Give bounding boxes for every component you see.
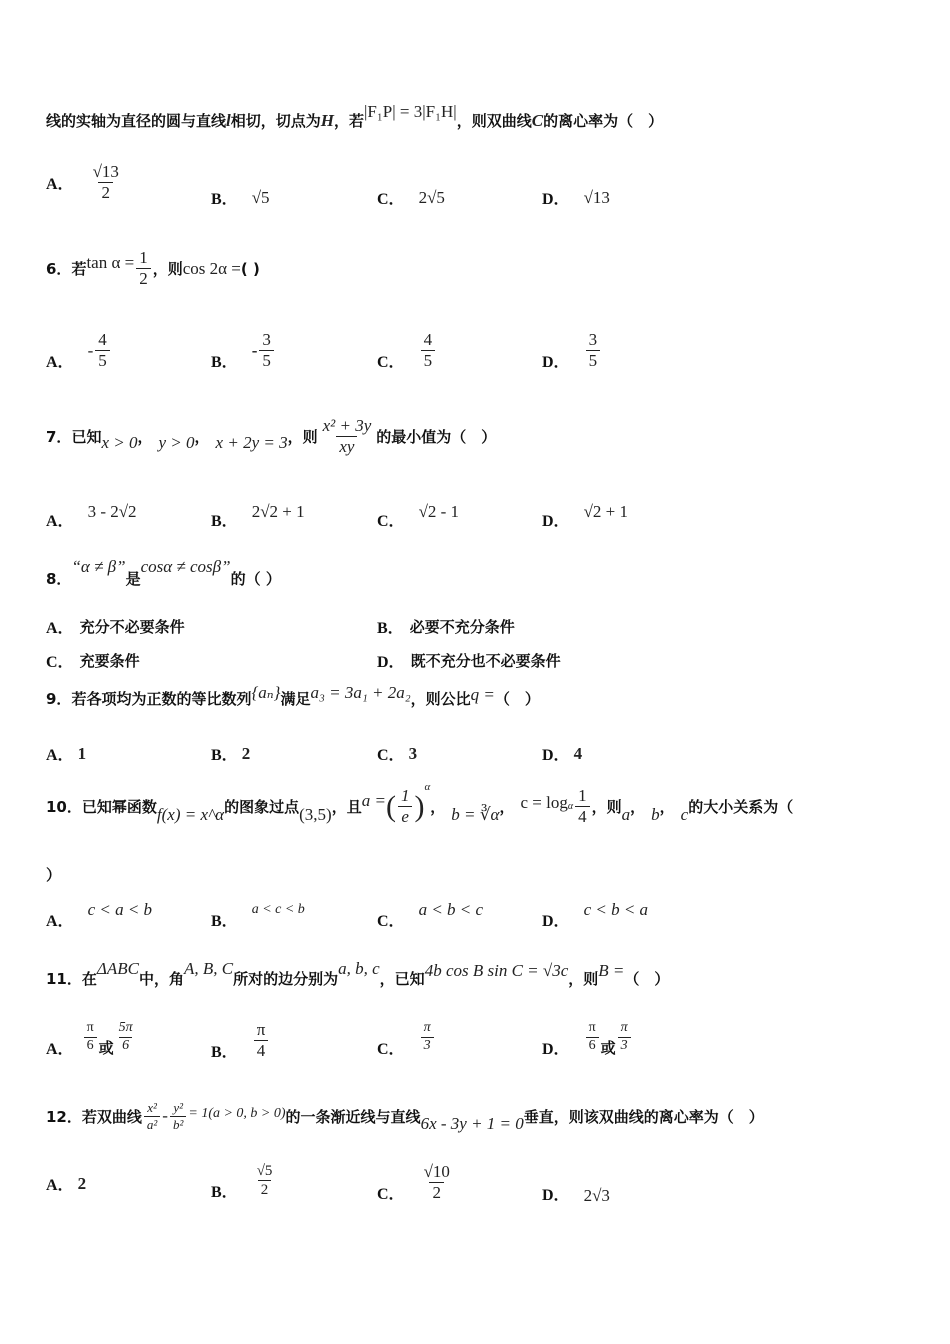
q10-stem-end: ） bbox=[46, 866, 62, 884]
q8-option-a[interactable]: A． 充分不必要条件 bbox=[46, 618, 185, 637]
q5-stem: 线的实轴为直径的圆与直线 l 相切，切点为 H ，若 |F₁P| = 3|F₁H| ，则双曲线 C 的离心率为（ ） bbox=[46, 101, 664, 130]
q12-option-b[interactable]: B． $\frac{√5}{2}$ bbox=[211, 1163, 273, 1201]
q10-option-c[interactable]: C． a < b < c bbox=[377, 899, 484, 930]
q11-stem: 11． 在 ΔABC 中，角 A, B, C 所对的边分别为 a, b, c ，已知 4b cos B sin C = √3c ，则 B = （ ） bbox=[46, 958, 670, 988]
q12-stem: 12． 若双曲线 $\frac{\text{x²}}{\text{a²}}$ - $\frac{\text{y²}}{\text{b²}}$ = 1(a > 0, b > 0) 的一条渐近线与直线 6x - 3y + 1 = 0 垂直，则该双曲线的离心率为（ ） bbox=[46, 1100, 764, 1134]
q7-option-b[interactable]: B． 2√2 + 1 bbox=[211, 501, 305, 530]
q8-option-d[interactable]: D． 既不充分也不必要条件 bbox=[377, 652, 561, 671]
q10-stem: 10． 已知幂函数 f(x) = x^α 的图象过点 (3,5) ，且 a = ( $\frac{1}{e}$ ) α ， b = ∛α ， c = log α $\frac{1}{4}$ ，则 a ， b ， c 的大小关系为（ bbox=[46, 780, 794, 827]
q10-option-d[interactable]: D． c < b < a bbox=[542, 899, 649, 930]
q6-option-a[interactable]: A． - $\frac{4}{5}$ bbox=[46, 330, 112, 372]
q10-option-b[interactable]: B． a < c < b bbox=[211, 901, 305, 930]
q12-option-a[interactable]: A． 2 bbox=[46, 1173, 87, 1194]
q11-option-a[interactable]: A． $\frac{\pi}{6}$ 或 $\frac{5\pi}{6}$ bbox=[46, 1020, 133, 1058]
q12-option-c[interactable]: C． $\frac{√10}{2}$ bbox=[377, 1162, 450, 1204]
q7-stem: 7． 已知 x > 0 ， y > 0 ， x + 2y = 3 ，则 $\frac{\text{x² + 3y}}{xy}$ 的最小值为（ ） bbox=[46, 416, 497, 457]
q5-option-b[interactable]: B． √5 bbox=[211, 187, 270, 208]
q10-option-a[interactable]: A． c < a < b bbox=[46, 899, 153, 930]
q5-option-d[interactable]: D． √13 bbox=[542, 187, 610, 208]
q9-option-a[interactable]: A． 1 bbox=[46, 743, 87, 764]
q11-option-c[interactable]: C． $\frac{\pi}{3}$ bbox=[377, 1020, 436, 1055]
q8-option-b[interactable]: B． 必要不充分条件 bbox=[377, 618, 515, 637]
q5-option-a[interactable]: A． $\frac{√13}{2}$ bbox=[46, 162, 119, 203]
q9-option-d[interactable]: D． 4 bbox=[542, 743, 583, 764]
q8-stem: 8． “α ≠ β” 是 cosα ≠ cosβ” 的（ ） bbox=[46, 556, 281, 588]
q5-option-c[interactable]: C． 2√5 bbox=[377, 187, 445, 208]
q6-option-b[interactable]: B． - $\frac{3}{5}$ bbox=[211, 330, 276, 372]
q7-option-a[interactable]: A． 3 - 2√2 bbox=[46, 501, 137, 530]
q9-option-b[interactable]: B． 2 bbox=[211, 743, 251, 764]
q5-condition: |F₁P| = 3|F₁H| bbox=[364, 101, 457, 121]
q11-option-b[interactable]: B． $\frac{\pi}{4}$ bbox=[211, 1020, 270, 1062]
q12-option-d[interactable]: D． 2√3 bbox=[542, 1185, 610, 1205]
q6-option-c[interactable]: C． $\frac{4}{5}$ bbox=[377, 330, 437, 372]
q9-option-c[interactable]: C． 3 bbox=[377, 743, 418, 764]
q7-option-c[interactable]: C． √2 - 1 bbox=[377, 501, 460, 530]
q8-option-c[interactable]: C． 充要条件 bbox=[46, 652, 140, 671]
q6-option-d[interactable]: D． $\frac{3}{5}$ bbox=[542, 330, 602, 372]
q9-stem: 9． 若各项均为正数的等比数列 {aₙ} 满足 a₃ = 3a₁ + 2a₂ ，则公比 q = （ ） bbox=[46, 682, 540, 708]
q6-stem: 6． 若 tan α = $\frac{1}{2}$ ，则 cos 2α = ( ) bbox=[46, 248, 260, 289]
q7-option-d[interactable]: D． √2 + 1 bbox=[542, 501, 628, 530]
q11-option-d[interactable]: D． $\frac{\pi}{6}$ 或 $\frac{\pi}{3}$ bbox=[542, 1020, 633, 1055]
